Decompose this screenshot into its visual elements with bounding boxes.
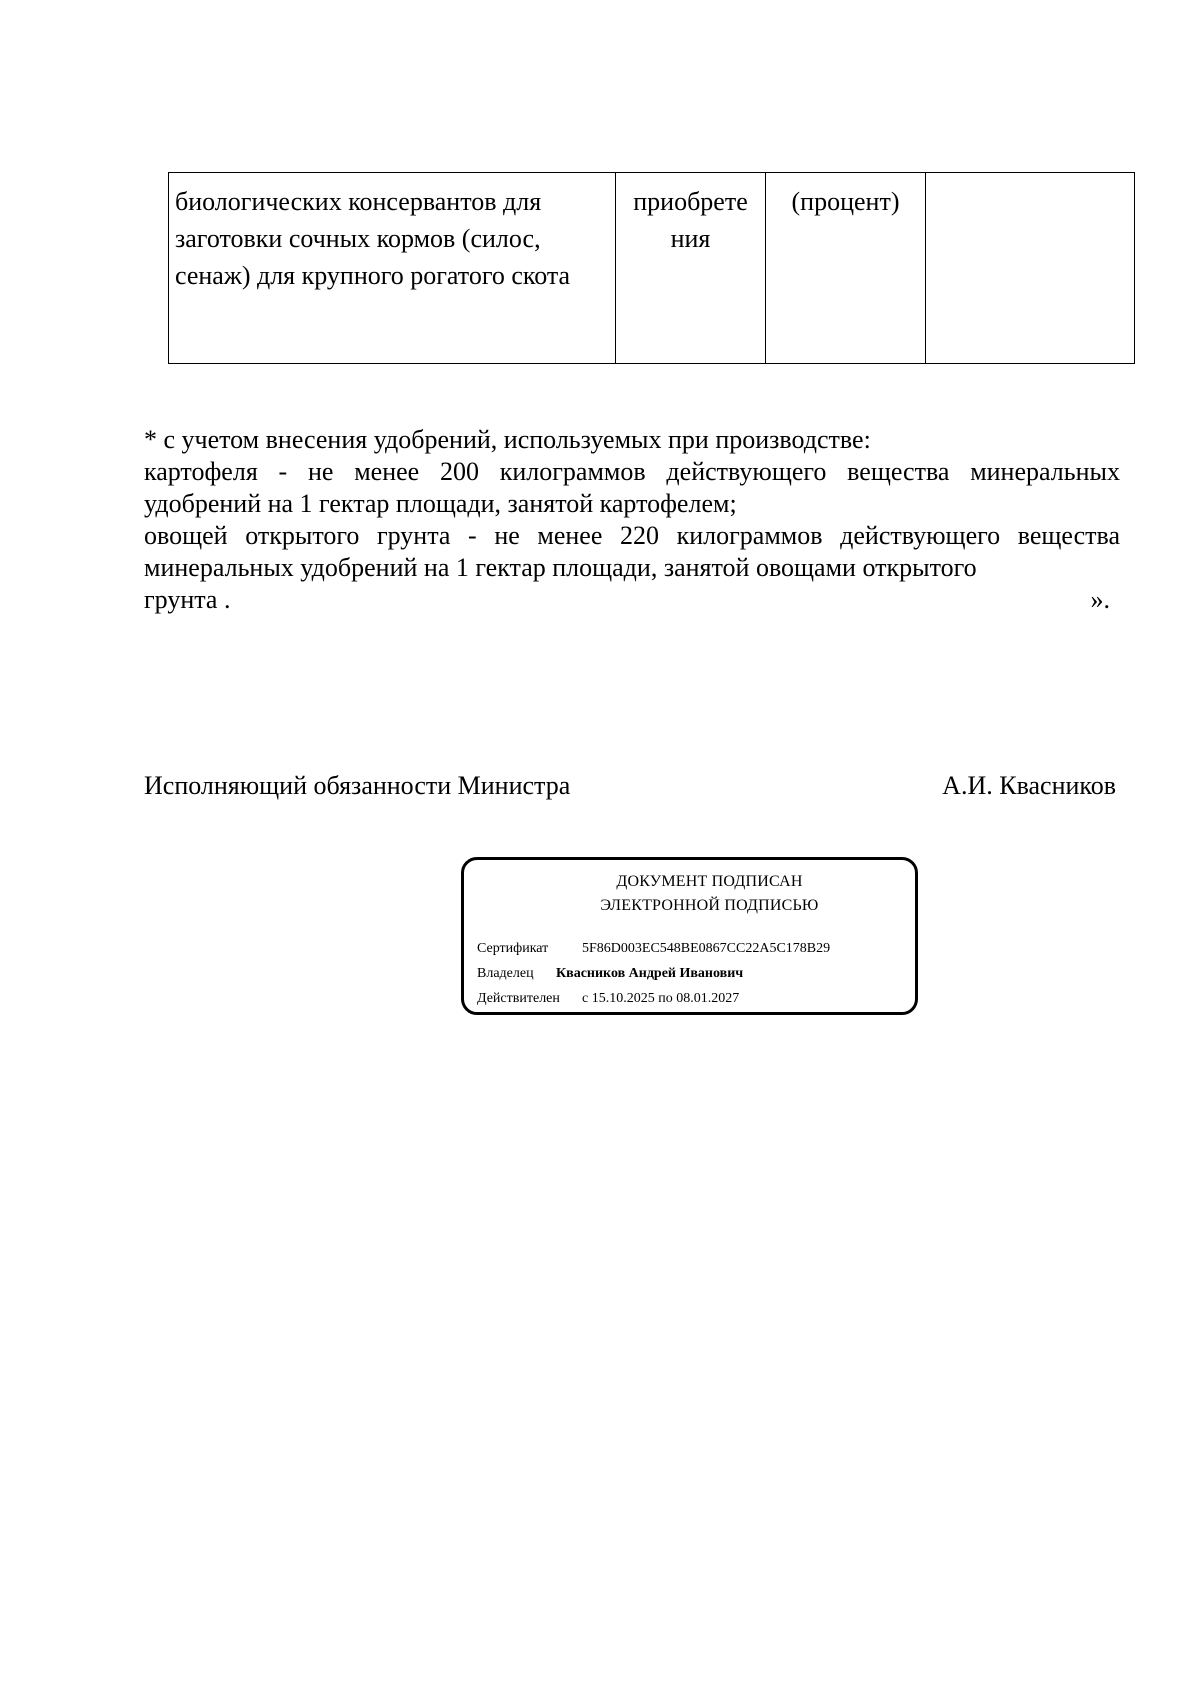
table-cell-indicator: приобрете ния: [616, 173, 766, 364]
footnote-vegetables: овощей открытого грунта - не менее 220 килограммов действующего вещества минеральных удобрений на 1 гектар площади, занятой овощами открытого: [144, 521, 1120, 582]
certificate-label: Сертификат: [477, 941, 549, 956]
signatory-name: А.И. Квасников: [942, 771, 1116, 800]
table-cell-unit: (процент): [766, 173, 926, 364]
validity-label: Действителен: [477, 991, 560, 1006]
stamp-row-validity: [477, 986, 830, 1011]
signatory-position: Исполняющий обязанности Министра: [144, 771, 571, 800]
stamp-header-line1: ДОКУМЕНТ ПОДПИСАН: [616, 873, 803, 890]
stamp-row-owner: [477, 961, 830, 986]
signature-line: [144, 770, 1116, 802]
owner-label: Владелец: [477, 966, 534, 981]
electronic-signature-stamp: [461, 857, 918, 1015]
owner-value: Квасников Андрей Иванович: [556, 966, 744, 981]
footnote-potato: картофеля - не менее 200 килограммов действующего вещества минеральных удобрений на 1 гектар площади, занятой картофелем;: [144, 457, 1120, 518]
footnote-intro: * с учетом внесения удобрений, используемых при производстве:: [144, 425, 871, 454]
stamp-header: [464, 870, 915, 918]
footnote-vegetables-tail: грунта .: [144, 585, 231, 614]
footnote: [144, 424, 1120, 616]
footnote-last-line: [144, 584, 1120, 616]
table-cell-value: [926, 173, 1135, 364]
stamp-details: [477, 936, 830, 1011]
closing-quote: ».: [1090, 585, 1110, 614]
criteria-table: [168, 172, 1135, 364]
stamp-header-line2: ЭЛЕКТРОННОЙ ПОДПИСЬЮ: [600, 897, 819, 914]
table-row: [169, 173, 1135, 364]
validity-value: с 15.10.2025 по 08.01.2027: [582, 991, 740, 1006]
stamp-row-certificate: [477, 936, 830, 961]
table-cell-description: биологических консервантов для заготовки сочных кормов (силос, сенаж) для крупного рогатого скота: [169, 173, 616, 364]
certificate-value: 5F86D003EC548BE0867CC22A5C178B29: [582, 941, 831, 956]
